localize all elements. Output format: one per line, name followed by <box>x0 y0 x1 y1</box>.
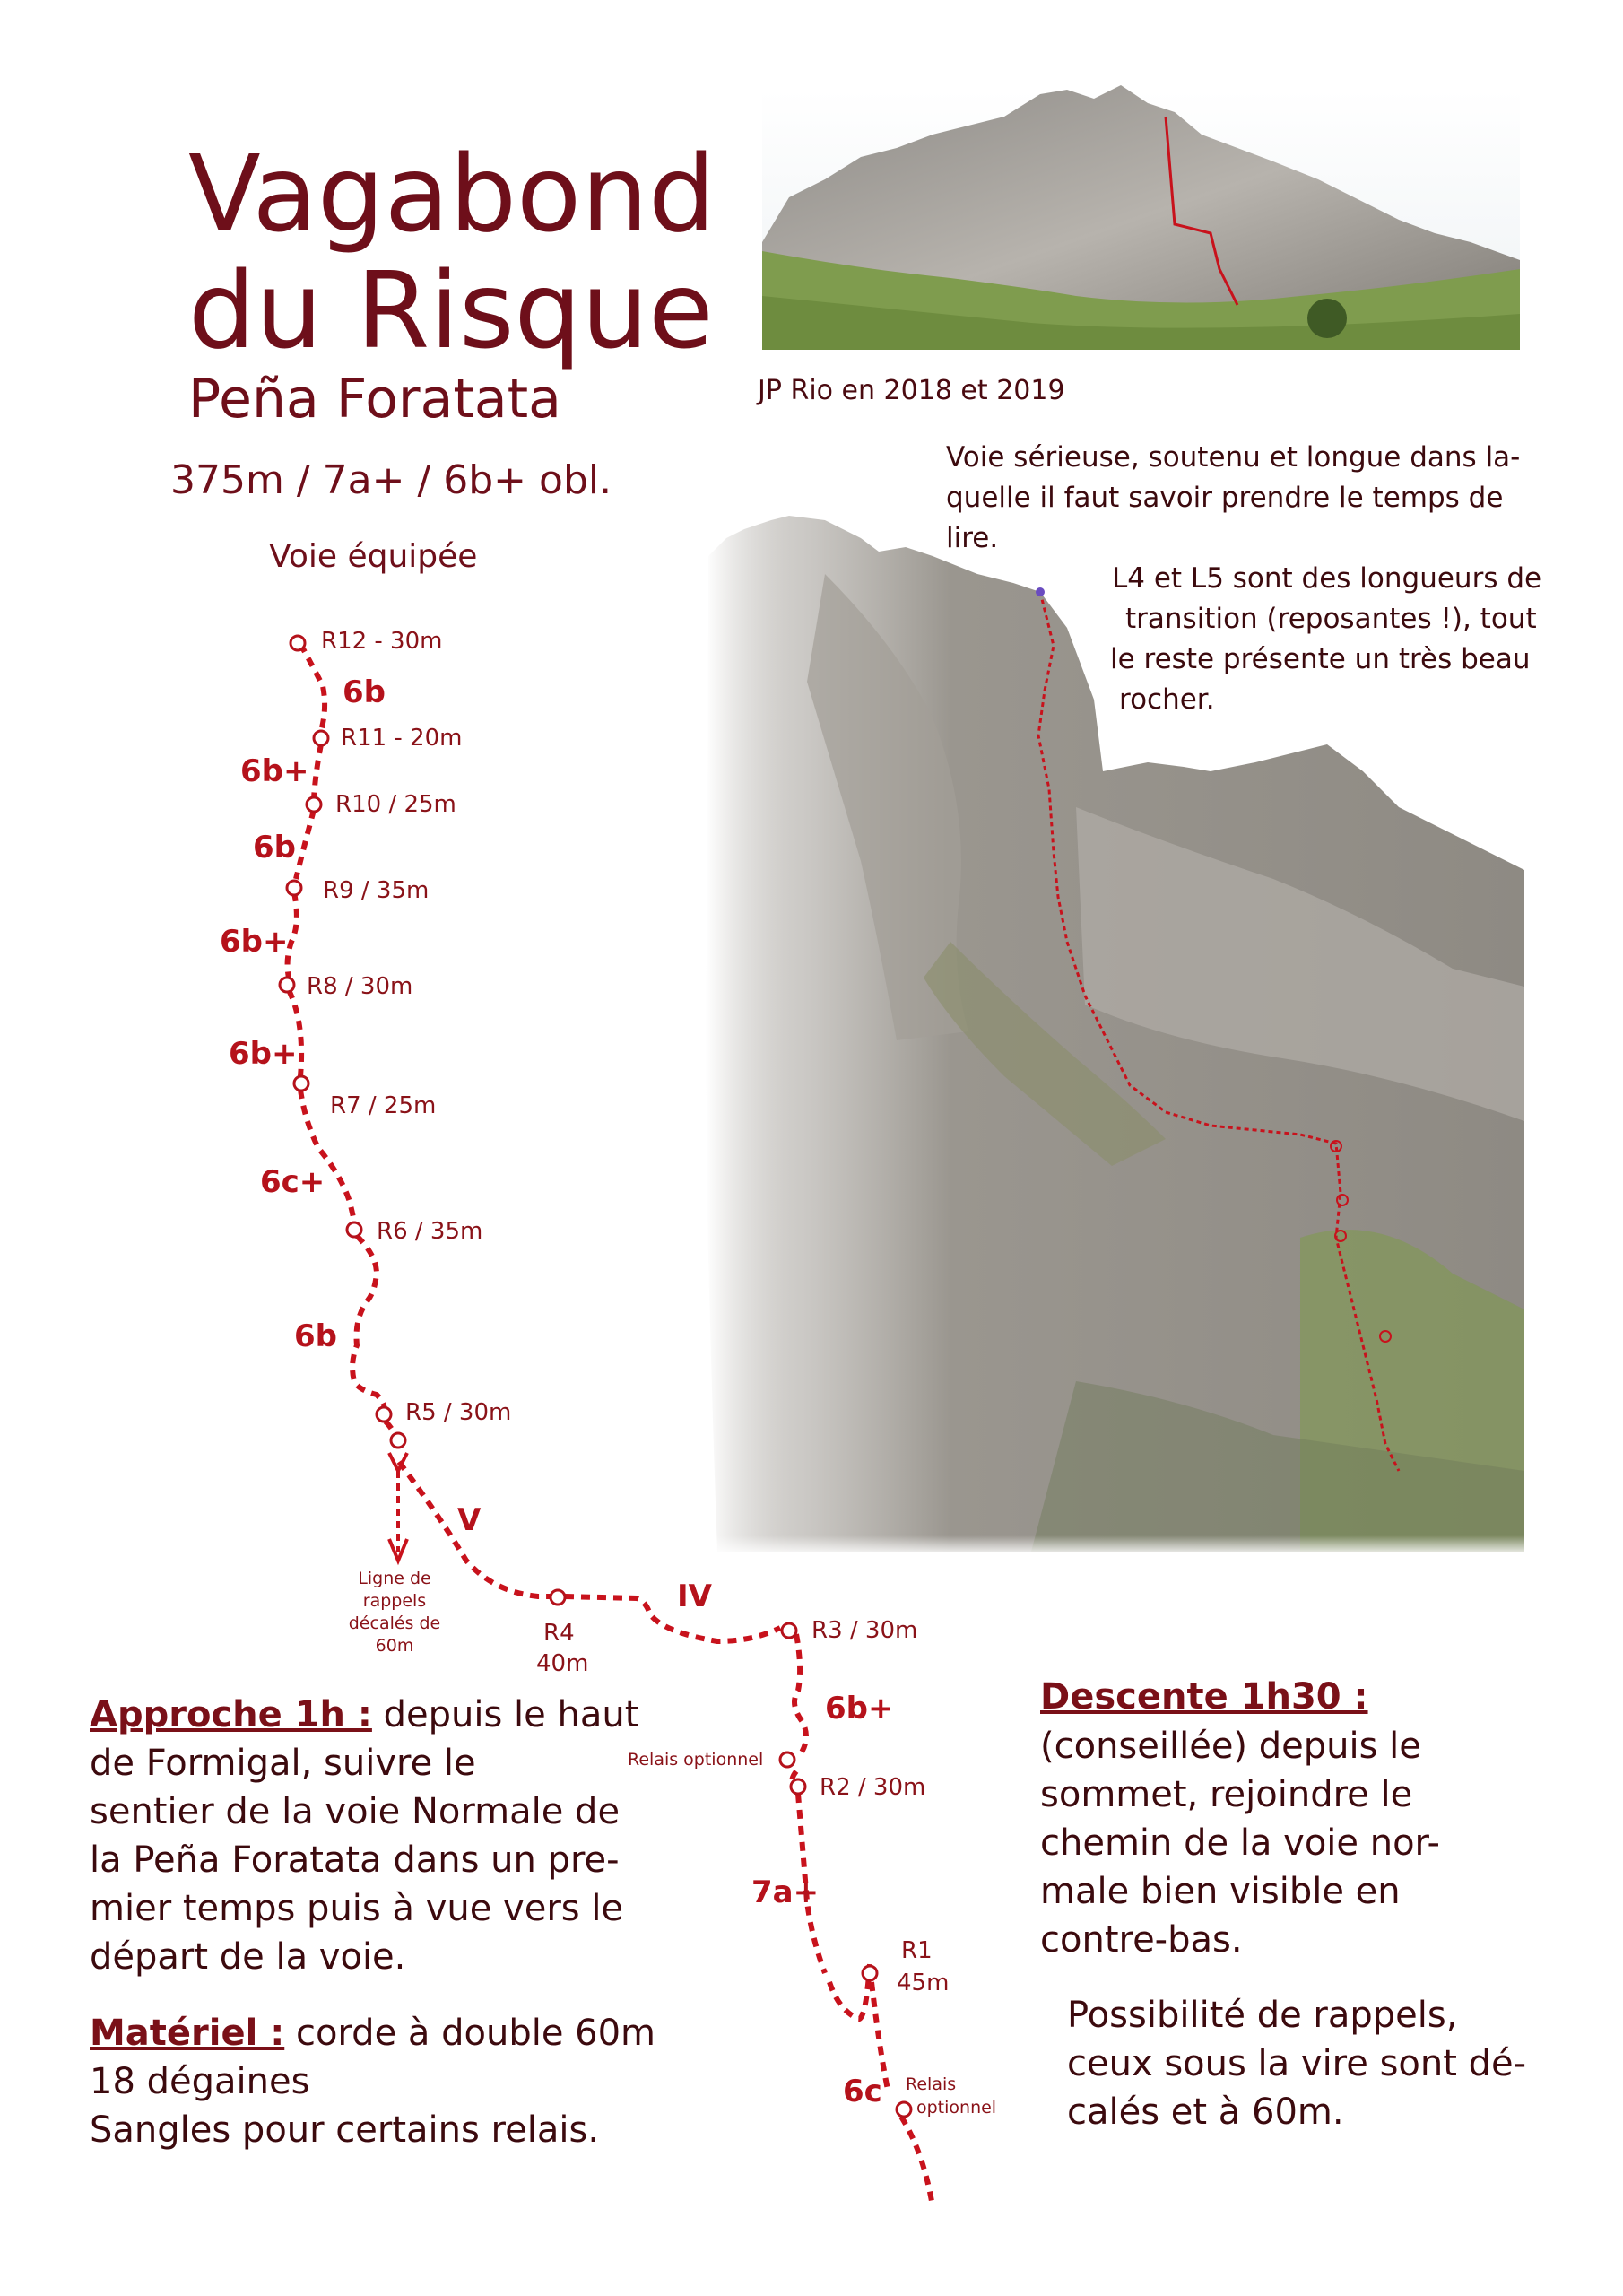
approach-line-1 <box>90 1691 638 1739</box>
relay-r12-label: R12 - 30m <box>321 628 443 655</box>
descent-rappel-line-1: Possibilité de rappels, <box>1067 1995 1458 2036</box>
relay-r11-label: R11 - 20m <box>341 725 463 752</box>
descent-rappel-line-2: ceux sous la vire sont dé- <box>1067 2043 1527 2084</box>
relay-r4-length: 40m <box>536 1650 589 1677</box>
subtitle: Peña Foratata <box>188 368 561 430</box>
grade-l11: 6b+ <box>240 753 309 789</box>
rappel-note-line-4: 60m <box>375 1636 414 1656</box>
title-line-1: Vagabond <box>188 132 716 256</box>
description-line-6: le reste présente un très beau <box>1110 643 1531 675</box>
relay-r4-label: R4 <box>543 1620 575 1647</box>
relay-r10-label: R10 / 25m <box>335 791 456 818</box>
grade-l4: IV <box>677 1578 712 1614</box>
grade-l9: 6b+ <box>220 924 289 960</box>
approach-text-1: depuis le haut <box>383 1694 639 1735</box>
grade-l7: 6c+ <box>260 1164 325 1200</box>
relay-r1-marker <box>863 1966 877 1980</box>
rappel-note-line-3: décalés de <box>348 1613 441 1633</box>
relay-r3-marker <box>782 1623 796 1638</box>
descent-heading: Descente 1h30 : <box>1040 1676 1368 1718</box>
grade-l5: V <box>457 1502 482 1538</box>
material-heading: Matériel : <box>90 2013 285 2054</box>
panorama-photo <box>762 85 1520 350</box>
relay-optional-upper-marker <box>780 1752 794 1767</box>
description-line-7: rocher. <box>1119 683 1215 716</box>
relay-r5-label: R5 / 30m <box>405 1399 512 1426</box>
approach-line-5: mier temps puis à vue vers le <box>90 1888 624 1929</box>
grade-l2: 7a+ <box>751 1874 820 1910</box>
description-line-1: Voie sérieuse, soutenu et longue dans la- <box>946 441 1521 474</box>
rappel-note-line-2: rappels <box>362 1591 427 1611</box>
description-line-5: transition (reposantes !), tout <box>1125 603 1537 635</box>
approach-line-2: de Formigal, suivre le <box>90 1743 476 1784</box>
descent-line-3: chemin de la voie nor- <box>1040 1822 1440 1864</box>
descent-line-4: male bien visible en <box>1040 1871 1401 1912</box>
optional-relay-lower-line-2: optionnel <box>916 2098 997 2118</box>
equipment-note: Voie équipée <box>269 538 478 575</box>
relay-optional-lower-marker <box>897 2102 911 2117</box>
relay-r3-label: R3 / 30m <box>812 1617 918 1644</box>
material-text-1: corde à double 60m <box>295 2013 656 2054</box>
description-line-4: L4 et L5 sont des longueurs de <box>1112 562 1542 595</box>
relay-r11-marker <box>314 731 328 745</box>
approach-line-3: sentier de la voie Normale de <box>90 1791 621 1832</box>
relay-r12-marker <box>291 636 305 650</box>
descent-line-5: contre-bas. <box>1040 1919 1243 1961</box>
grade-l8: 6b+ <box>229 1036 298 1072</box>
relay-r9-label: R9 / 35m <box>323 877 430 904</box>
description-line-2: quelle il faut savoir prendre le temps de <box>946 482 1504 514</box>
approach-line-6: départ de la voie. <box>90 1936 406 1978</box>
relay-r5-marker <box>377 1407 391 1422</box>
relay-r8-marker <box>280 978 294 992</box>
title-line-2: du Risque <box>188 248 714 372</box>
relay-r7-label: R7 / 25m <box>330 1092 437 1119</box>
photo-credit: JP Rio en 2018 et 2019 <box>758 375 1065 406</box>
material-line-3: Sangles pour certains relais. <box>90 2109 600 2151</box>
descent-line-2: sommet, rejoindre le <box>1040 1774 1413 1815</box>
approach-line-4: la Peña Foratata dans un pre- <box>90 1839 620 1881</box>
grade-l12: 6b <box>343 674 386 710</box>
relay-r6-marker <box>347 1222 361 1237</box>
rappel-note-line-1: Ligne de <box>358 1569 431 1588</box>
relay-r8-label: R8 / 30m <box>307 973 413 1000</box>
grade-l6: 6b <box>294 1318 337 1354</box>
relay-r4-marker <box>551 1590 565 1605</box>
optional-relay-upper: Relais optionnel <box>628 1750 764 1770</box>
descent-line-1: (conseillée) depuis le <box>1040 1726 1421 1767</box>
relay-r6-label: R6 / 35m <box>377 1218 483 1245</box>
material-line-2: 18 dégaines <box>90 2061 310 2102</box>
relay-r1-length: 45m <box>897 1970 950 1996</box>
relay-r2-marker <box>791 1779 805 1794</box>
description-line-3: lire. <box>946 522 999 554</box>
grade-l3: 6b+ <box>825 1691 894 1726</box>
route-stats: 375m / 7a+ / 6b+ obl. <box>170 457 612 503</box>
relay-r1-label: R1 <box>901 1937 933 1964</box>
approach-heading: Approche 1h : <box>90 1694 372 1735</box>
material-line-1 <box>90 2009 655 2057</box>
relay-r5b-marker <box>391 1433 405 1448</box>
grade-l10: 6b <box>253 830 296 865</box>
relay-r10-marker <box>307 797 321 812</box>
relay-r2-label: R2 / 30m <box>820 1774 926 1801</box>
optional-relay-lower-line-1: Relais <box>906 2074 957 2094</box>
relay-r9-marker <box>287 881 301 895</box>
grade-l1: 6c <box>843 2074 882 2109</box>
descent-rappel-line-3: calés et à 60m. <box>1067 2092 1344 2133</box>
relay-r7-marker <box>294 1076 308 1091</box>
